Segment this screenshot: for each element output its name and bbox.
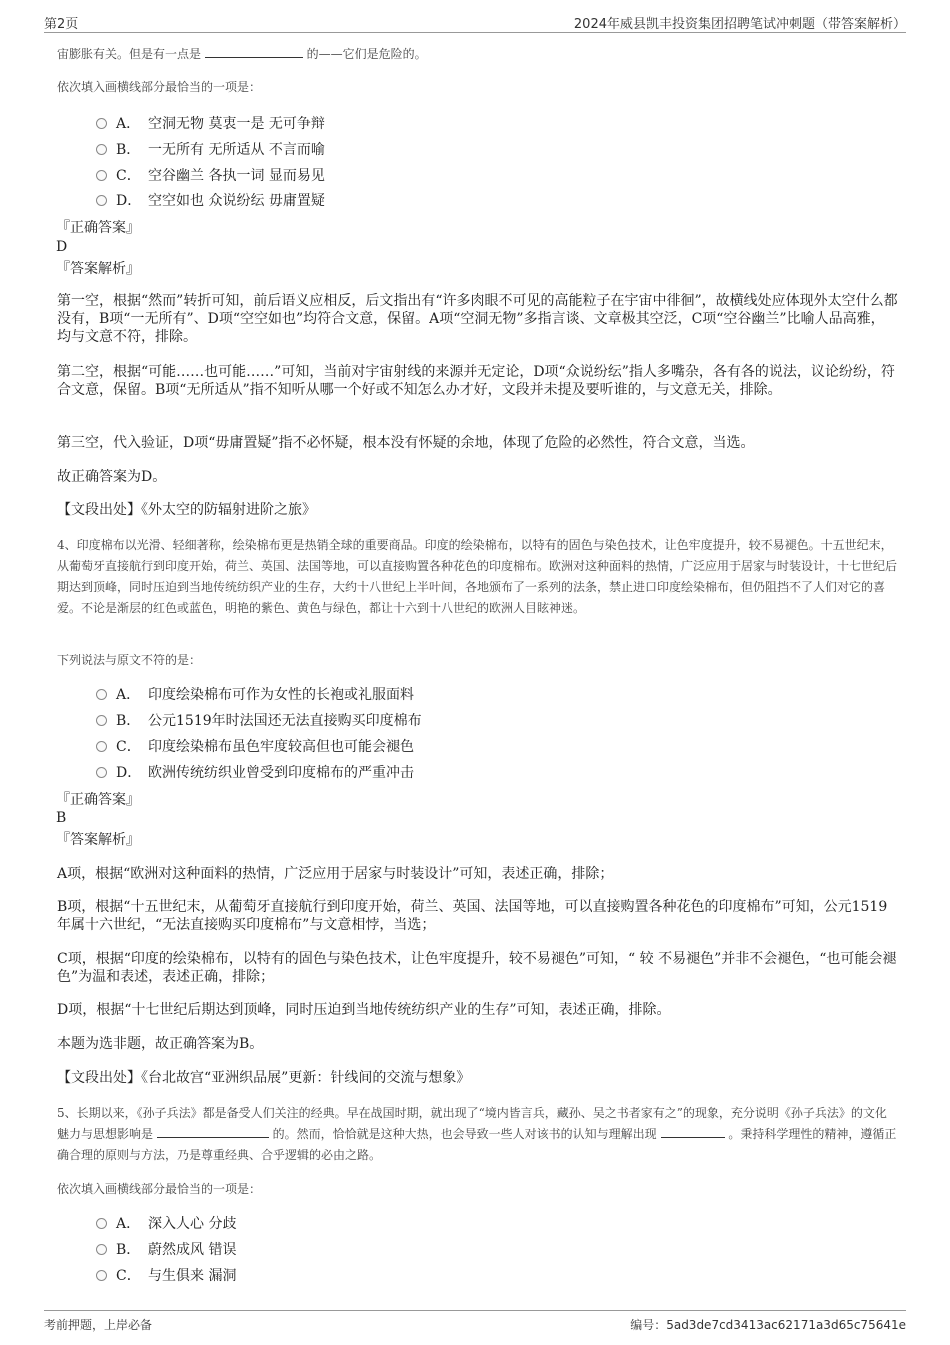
q4-option-a[interactable]: A． 印度绘染棉布可作为女性的长袍或礼服面料: [96, 685, 414, 705]
radio-button-icon[interactable]: [96, 1244, 107, 1255]
q4-analysis-paragraph: B项，根据“十五世纪末，从葡萄牙直接航行到印度开始，荷兰、英国、法国等地，可以直接购置各种花色的印度棉布”可知，公元1519年属十六世纪，“无法直接购买印度棉布”与文意相悖，当选；: [57, 899, 888, 933]
q3-stem-tail: 宙膨胀有关。但是有一点是 的——它们是危险的。: [57, 47, 427, 61]
q4-analysis-conclusion: 本题为选非题，故正确答案为B。: [57, 1036, 264, 1052]
footer-slogan: 考前押题，上岸必备: [44, 1318, 153, 1332]
q3-prompt: 依次填入画横线部分最恰当的一项是：: [57, 80, 262, 94]
radio-button-icon[interactable]: [96, 144, 107, 155]
q3-answer: D: [56, 239, 68, 255]
q5-option-a[interactable]: A． 深入人心 分歧: [96, 1214, 236, 1234]
answer-blank: [157, 1125, 269, 1138]
q3-analysis-paragraph: 第一空，根据“然而”转折可知，前后语义应相反，后文指出有“许多肉眼不可见的高能粒子在宇宙中徘徊”，故横线处应体现外太空什么都没有，B项“一无所有”、D项“空空如也”均符合文意，保留。A项“空洞无物”多指言谈、文章极其空泛，C项“空谷幽兰”比喻人品高雅，均与文意不符，排除。: [57, 293, 898, 345]
q4-analysis-label: 『答案解析』: [56, 832, 140, 848]
q3-answer-label: 『正确答案』: [56, 220, 140, 236]
q3-option-d[interactable]: D． 空空如也 众说纷纭 毋庸置疑: [96, 191, 325, 211]
radio-button-icon[interactable]: [96, 118, 107, 129]
radio-button-icon[interactable]: [96, 741, 107, 752]
q3-analysis-conclusion: 故正确答案为D。: [57, 469, 167, 485]
q3-analysis-label: 『答案解析』: [56, 261, 140, 277]
radio-button-icon[interactable]: [96, 170, 107, 181]
q5-prompt: 依次填入画横线部分最恰当的一项是：: [57, 1182, 262, 1196]
q4-stem: 4、印度棉布以光滑、轻细著称，绘染棉布更是热销全球的重要商品。印度的绘染棉布，以特有的固色与染色技术，让色牢度提升，较不易褪色。十五世纪末，从葡萄牙直接航行到印度开始，荷兰、英国、法国等地，可以直接购置各种花色的印度棉布。欧洲对这种面料的热情，广泛应用于居家与时装设计，十七世纪后期达到顶峰，同时压迫到当地传统纺织产业的生存，大约十八世纪上半叶间，各地颁布了一系列的法条，禁止进口印度绘染棉布，但仍阻挡不了人们对它的喜爱。不论是渐层的红色或蓝色，明艳的紫色、黄色与绿色，都让十六到十八世纪的欧洲人目眩神迷。: [57, 538, 898, 615]
q4-source: 【文段出处】《台北故宫“亚洲织品展”更新：针线间的交流与想象》: [57, 1070, 471, 1086]
page-number: 第2页: [44, 17, 79, 32]
q5-option-b[interactable]: B． 蔚然成风 错误: [96, 1240, 236, 1260]
page-header: [44, 10, 906, 33]
q4-answer: B: [56, 810, 67, 826]
document-title: 2024年威县凯丰投资集团招聘笔试冲刺题（带答案解析）: [573, 17, 906, 32]
q4-answer-label: 『正确答案』: [56, 792, 140, 808]
q3-option-a[interactable]: A． 空洞无物 莫衷一是 无可争辩: [96, 114, 325, 134]
q3-option-c[interactable]: C． 空谷幽兰 各执一词 显而易见: [96, 166, 325, 186]
q4-analysis-paragraph: D项，根据“十七世纪后期达到顶峰，同时压迫到当地传统纺织产业的生存”可知，表述正确，排除。: [57, 1002, 671, 1018]
q3-analysis-paragraph: 第二空，根据“可能……也可能……”可知，当前对宇宙射线的来源并无定论，D项“众说纷纭”指人多嘴杂，各有各的说法，议论纷纷，符合文意，保留。B项“无所适从”指不知听从哪一个好或不知怎么办才好，文段并未提及要听谁的，与文意无关，排除。: [57, 364, 895, 398]
q4-prompt: 下列说法与原文不符的是：: [57, 653, 202, 667]
radio-button-icon[interactable]: [96, 195, 107, 206]
answer-blank: [661, 1125, 725, 1138]
q4-option-c[interactable]: C． 印度绘染棉布虽色牢度较高但也可能会褪色: [96, 737, 414, 757]
document-id: 编号：5ad3de7cd3413ac62171a3d65c75641e: [630, 1318, 906, 1332]
radio-button-icon[interactable]: [96, 1218, 107, 1229]
q4-option-d[interactable]: D． 欧洲传统纺织业曾受到印度棉布的严重冲击: [96, 763, 414, 783]
radio-button-icon[interactable]: [96, 715, 107, 726]
q3-source: 【文段出处】《外太空的防辐射进阶之旅》: [57, 502, 316, 518]
answer-blank: [205, 45, 303, 58]
q5-stem: 5、长期以来，《孙子兵法》都是备受人们关注的经典。早在战国时期，就出现了“境内皆言兵，藏孙、吴之书者家有之”的现象，充分说明《孙子兵法》的文化魅力与思想影响是 的。然而，恰恰就是这种大热，也会导致一些人对该书的认知与理解出现 。秉持科学理性的精神，遵循正确合理的原则与方法，乃是尊重经典、合乎逻辑的必由之路。: [57, 1106, 897, 1162]
radio-button-icon[interactable]: [96, 689, 107, 700]
q4-analysis-paragraph: A项，根据“欧洲对这种面料的热情，广泛应用于居家与时装设计”可知，表述正确，排除；: [57, 866, 614, 882]
q4-analysis-paragraph: C项，根据“印度的绘染棉布，以特有的固色与染色技术，让色牢度提升，较不易褪色”可知，“ 较 不易褪色”并非不会褪色，“也可能会褪色”为温和表述，表述正确，排除；: [57, 951, 897, 985]
radio-button-icon[interactable]: [96, 1270, 107, 1281]
page-footer: [44, 1310, 906, 1337]
q3-option-b[interactable]: B． 一无所有 无所适从 不言而喻: [96, 140, 325, 160]
q4-option-b[interactable]: B． 公元1519年时法国还无法直接购买印度棉布: [96, 711, 422, 731]
q3-analysis-paragraph: 第三空，代入验证，D项“毋庸置疑”指不必怀疑，根本没有怀疑的余地，体现了危险的必然性，符合文意，当选。: [57, 435, 755, 451]
q5-option-c[interactable]: C． 与生俱来 漏洞: [96, 1266, 236, 1286]
radio-button-icon[interactable]: [96, 767, 107, 778]
